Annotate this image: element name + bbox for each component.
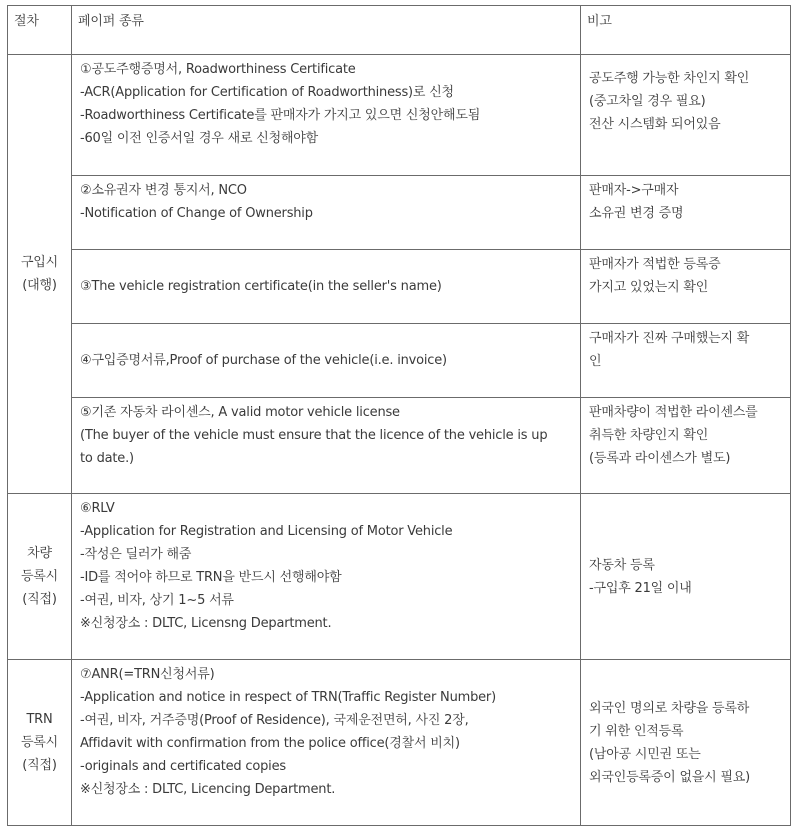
header-paper-type xyxy=(72,6,581,55)
group-label-purchase xyxy=(8,55,72,494)
paper-line: ⑦ANR(=TRN신청서류) xyxy=(80,667,215,682)
note-line: 가지고 있었는지 확인 xyxy=(589,280,709,295)
paper-line: -ID를 적어야 하므로 TRN을 반드시 선행해야함 xyxy=(80,570,342,585)
paper-line: -여권, 비자, 상기 1~5 서류 xyxy=(80,593,234,608)
header-remarks-text: 비고 xyxy=(587,14,612,29)
paper-line: ※신청장소 : DLTC, Licensng Department. xyxy=(80,616,332,631)
paper-cell xyxy=(72,494,581,660)
group-label-trn-registration xyxy=(8,660,72,826)
paper-line: to date.) xyxy=(80,451,134,466)
header-procedure-text: 절차 xyxy=(14,14,39,29)
note-cell xyxy=(581,398,791,494)
table-row xyxy=(8,55,791,176)
note-line: 취득한 차량인지 확인 xyxy=(589,428,709,443)
note-line: 판매차량이 적법한 라이센스를 xyxy=(589,405,758,420)
paper-line: -Notification of Change of Ownership xyxy=(80,206,313,221)
table-row xyxy=(8,398,791,494)
table-row xyxy=(8,494,791,660)
paper-line: ⑥RLV xyxy=(80,501,115,516)
group-label-line: (대행) xyxy=(22,278,57,293)
note-line: (남아공 시민권 또는 xyxy=(589,746,701,762)
paper-line: -Application for Registration and Licensing of Motor Vehicle xyxy=(80,524,453,539)
note-cell xyxy=(581,250,791,324)
group-label-line: 등록시 xyxy=(20,569,59,584)
note-line: 판매자가 적법한 등록증 xyxy=(589,257,721,272)
note-line: 공도주행 가능한 차인지 확인 xyxy=(589,71,750,86)
paper-line: -60일 이전 인증서일 경우 새로 신청해야함 xyxy=(80,131,319,146)
note-line: 전산 시스템화 되어있음 xyxy=(589,117,721,132)
paper-line: ③The vehicle registration certificate(in the seller's name) xyxy=(80,279,442,294)
header-row xyxy=(8,6,791,55)
header-procedure xyxy=(8,6,72,55)
group-label-line: (직접) xyxy=(22,592,57,607)
paper-cell xyxy=(72,398,581,494)
note-line: -구입후 21일 이내 xyxy=(589,580,692,596)
table-row xyxy=(8,176,791,250)
paper-line: ①공도주행증명서, Roadworthiness Certificate xyxy=(80,62,356,77)
note-line: 인 xyxy=(589,354,602,369)
note-line: (등록과 라이센스가 별도) xyxy=(589,451,731,466)
paper-line: -여권, 비자, 거주증명(Proof of Residence), 국제운전면허, 사진 2장, xyxy=(80,713,469,728)
note-cell xyxy=(581,324,791,398)
paper-line: Affidavit with confirmation from the police office(경찰서 비치) xyxy=(80,736,460,751)
note-line: 외국인등록증이 없을시 필요) xyxy=(589,769,751,785)
header-paper-type-text: 페이퍼 종류 xyxy=(78,14,144,29)
paper-line: -ACR(Application for Certification of Roadworthiness)로 신청 xyxy=(80,85,454,100)
note-cell xyxy=(581,55,791,176)
note-line: 구매자가 진짜 구매했는지 확 xyxy=(589,331,750,346)
group-label-line: 차량 xyxy=(27,546,52,561)
note-line: 판매자->구매자 xyxy=(589,183,679,198)
note-cell xyxy=(581,660,791,826)
paper-line: (The buyer of the vehicle must ensure that the licence of the vehicle is up xyxy=(80,428,548,443)
table-row xyxy=(8,250,791,324)
group-label-line: (직접) xyxy=(22,758,57,773)
group-label-line: 구입시 xyxy=(20,255,59,270)
paper-line: ※신청장소 : DLTC, Licencing Department. xyxy=(80,782,336,797)
note-cell xyxy=(581,494,791,660)
paper-line: ⑤기존 자동차 라이센스, A valid motor vehicle license xyxy=(80,405,400,420)
table-row xyxy=(8,660,791,826)
paper-line: ④구입증명서류,Proof of purchase of the vehicle(i.e. invoice) xyxy=(80,353,447,368)
note-line: (중고차일 경우 필요) xyxy=(589,94,706,109)
paper-line: -Roadworthiness Certificate를 판매자가 가지고 있으면 신청안해도됨 xyxy=(80,108,481,123)
paper-cell xyxy=(72,660,581,826)
note-cell xyxy=(581,176,791,250)
group-label-line: 등록시 xyxy=(20,735,59,750)
table-row xyxy=(8,324,791,398)
paper-table xyxy=(7,5,791,826)
note-line: 기 위한 인적등록 xyxy=(589,723,684,739)
header-remarks xyxy=(581,6,791,55)
paper-cell xyxy=(72,55,581,176)
group-label-line: TRN xyxy=(26,712,53,727)
note-line: 외국인 명의로 차량을 등록하 xyxy=(589,700,750,716)
paper-cell xyxy=(72,176,581,250)
paper-cell xyxy=(72,250,581,324)
paper-line: -작성은 딜러가 해줌 xyxy=(80,547,192,562)
paper-line: -originals and certificated copies xyxy=(80,759,286,774)
note-line: 자동차 등록 xyxy=(589,557,655,573)
group-label-vehicle-registration xyxy=(8,494,72,660)
paper-cell xyxy=(72,324,581,398)
paper-line: ②소유권자 변경 통지서, NCO xyxy=(80,183,247,198)
paper-line: -Application and notice in respect of TRN(Traffic Register Number) xyxy=(80,690,496,705)
note-line: 소유권 변경 증명 xyxy=(589,206,684,221)
